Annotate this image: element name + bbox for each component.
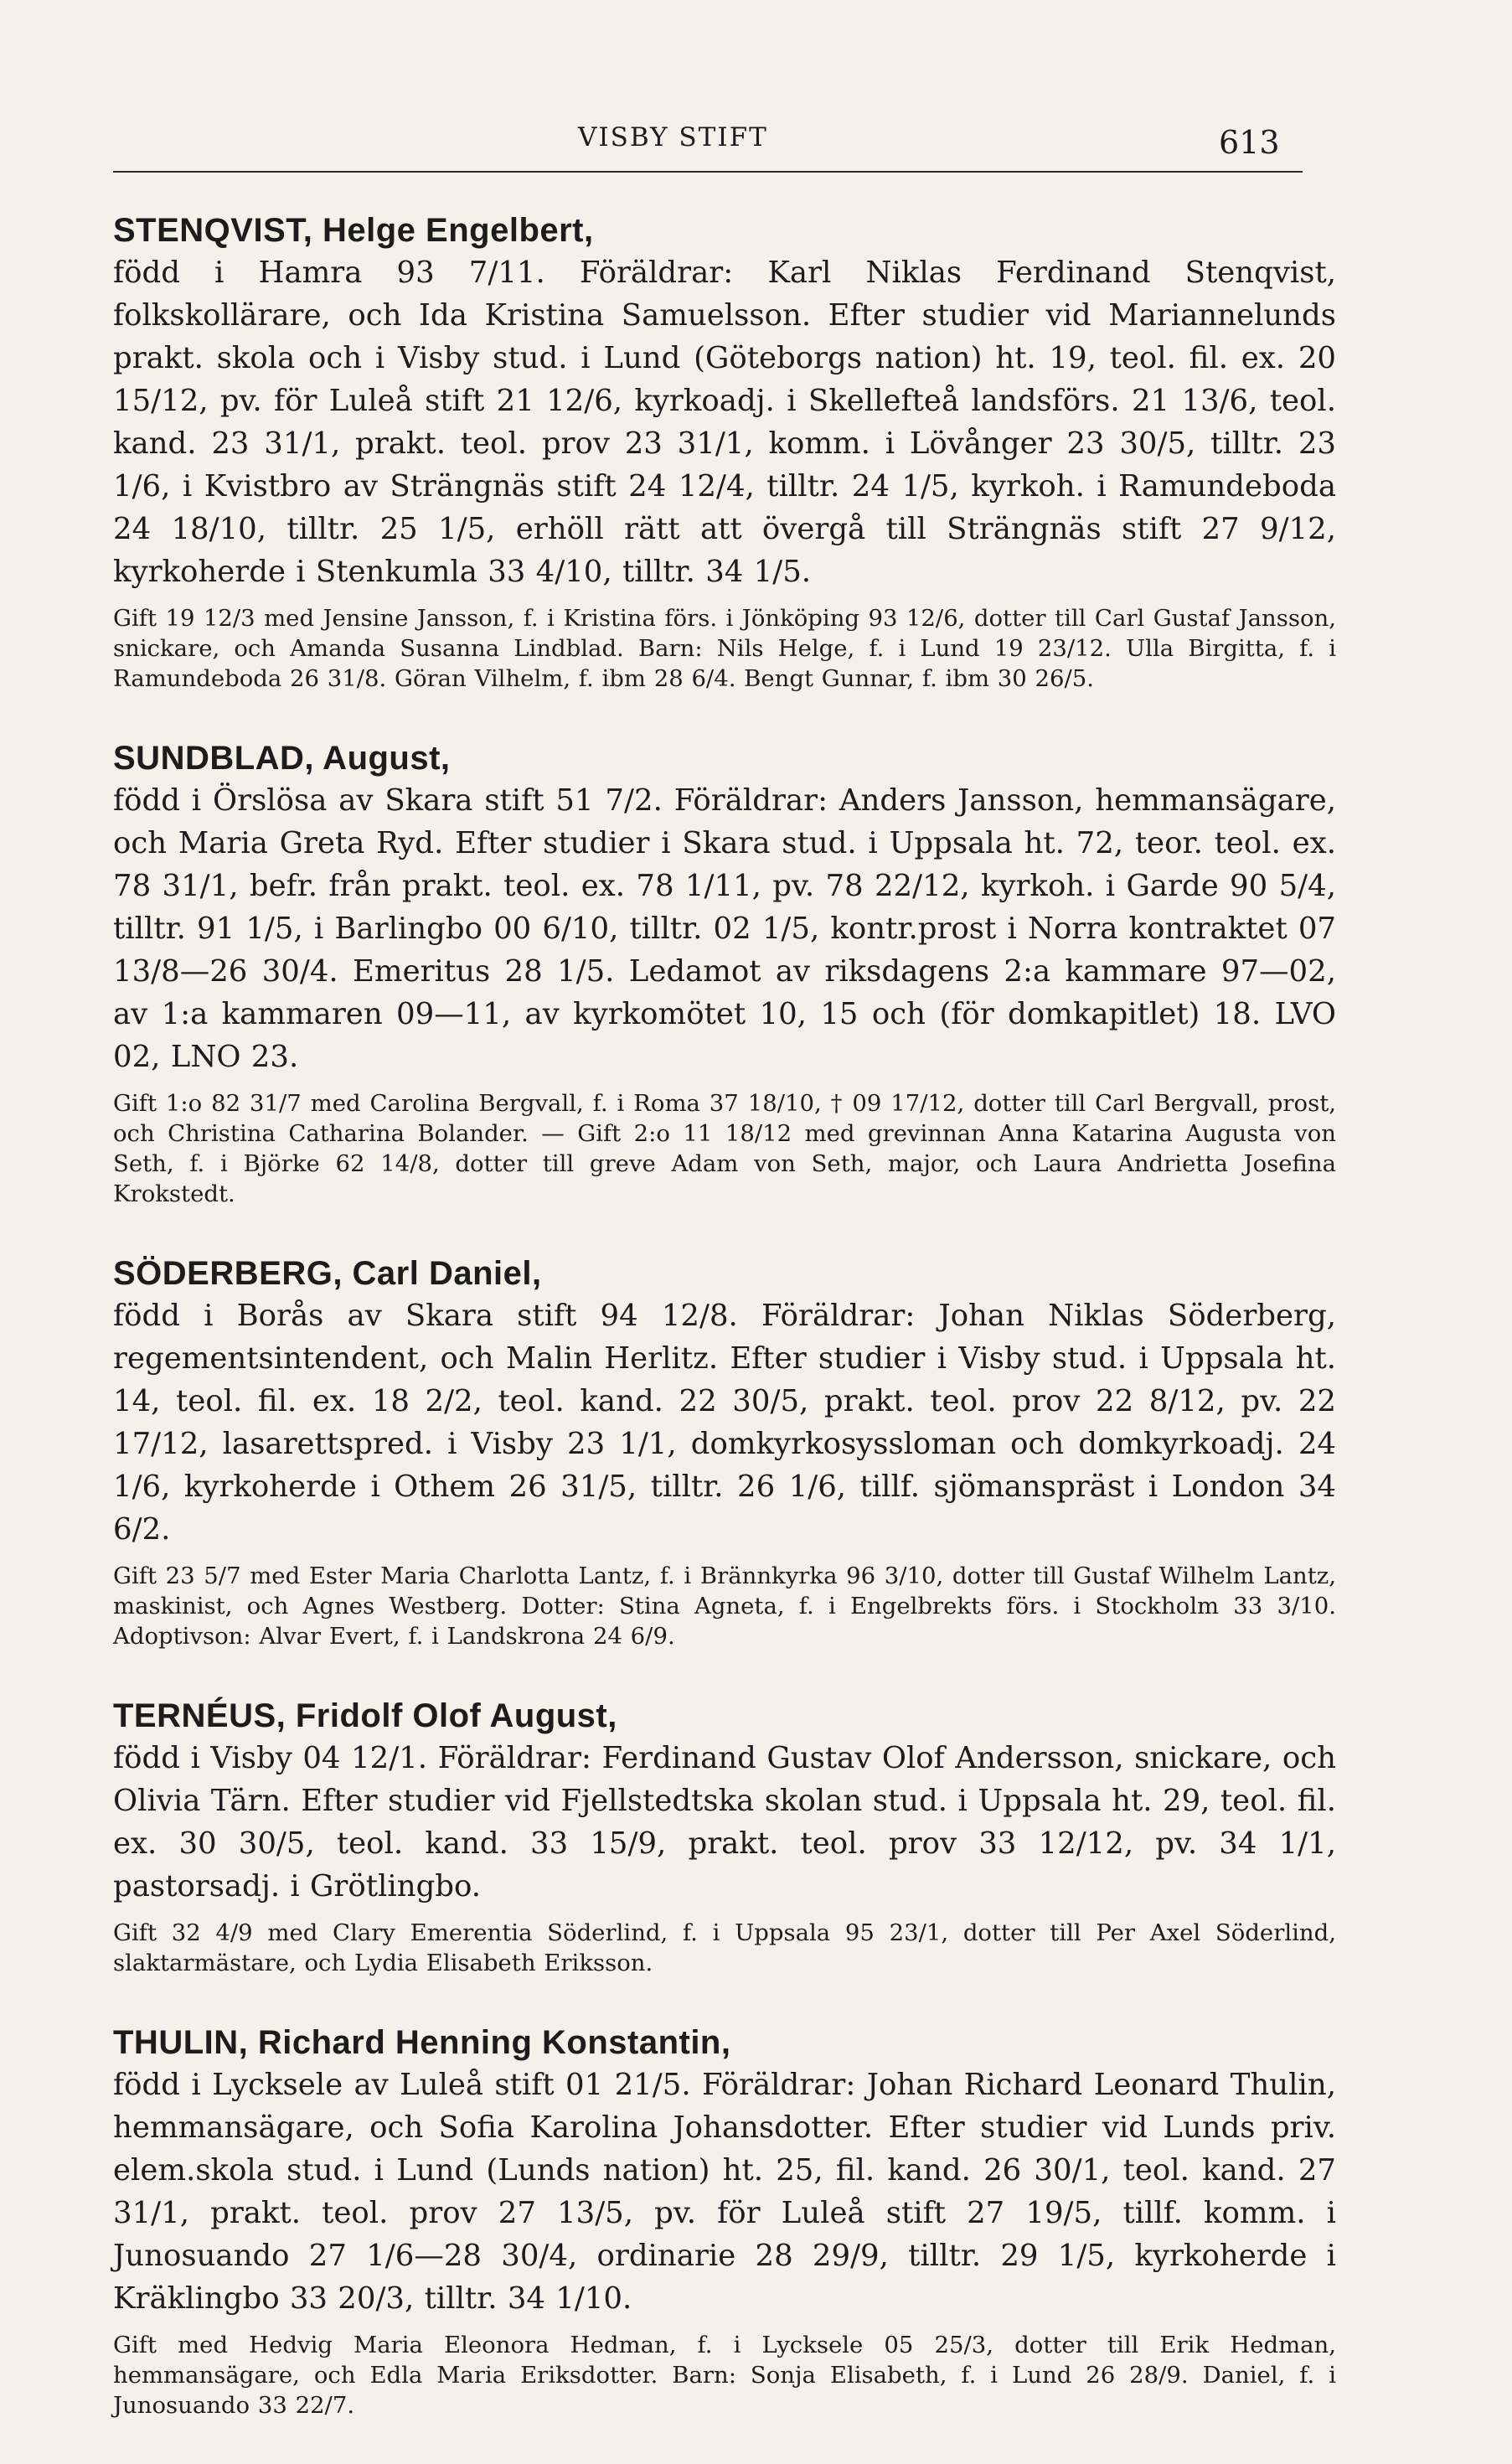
entry-family: Gift 1:o 82 31/7 med Carolina Bergvall, f. i Roma 37 18/10, † 09 17/12, dotter till Carl Bergvall, prost, och Christina Catharina Bolander. — Gift 2:o 11 18/12 med grevinnan Anna Katarina Augusta von Seth, f. i Björke 62 14/8, dotter till greve Adam von Seth, major, och Laura Andrietta Josefina Krokstedt.: [113, 1090, 1336, 1207]
header-rule: [113, 171, 1303, 173]
entry-biography: född i Örslösa av Skara stift 51 7/2. Föräldrar: Anders Jansson, hemmansägare, och Maria Greta Ryd. Efter studier i Skara stud. i Uppsala ht. 72, teor. teol. ex. 78 31/1, befr. från prakt. teol. ex. 78 1/11, pv. 78 22/12, kyrkoh. i Garde 90 5/4, tilltr. 91 1/5, i Barlingbo 00 6/10, tilltr. 02 1/5, kontr.prost i Norra kontraktet 07 13/8—26 30/4. Emeritus 28 1/5. Ledamot av riksdagens 2:a kammare 97—02, av 1:a kammaren 09—11, av kyrkomötet 10, 15 och (för domkapitlet) 18. LVO 02, LNO 23.: [113, 783, 1336, 1074]
entry-family: Gift 19 12/3 med Jensine Jansson, f. i Kristina förs. i Jönköping 93 12/6, dotter till Carl Gustaf Jansson, snickare, och Amanda Susanna Lindblad. Barn: Nils Helge, f. i Lund 19 23/12. Ulla Birgitta, f. i Ramundeboda 26 31/8. Göran Vilhelm, f. ibm 28 6/4. Bengt Gunnar, f. ibm 30 26/5.: [113, 605, 1336, 692]
entry-biography: född i Lycksele av Luleå stift 01 21/5. Föräldrar: Johan Richard Leonard Thulin, hemmansägare, och Sofia Karolina Johansdotter. Efter studier vid Lunds priv. elem.skola stud. i Lund (Lunds nation) ht. 25, fil. kand. 26 30/1, teol. kand. 27 31/1, prakt. teol. prov 27 13/5, pv. för Luleå stift 27 19/5, tillf. komm. i Junosuando 27 1/6—28 30/4, ordinarie 28 29/9, tilltr. 29 1/5, kyrkoherde i Kräklingbo 33 20/3, tilltr. 34 1/10.: [113, 2068, 1336, 2316]
entry-sundblad: [113, 737, 1336, 1209]
entry-family: Gift med Hedvig Maria Eleonora Hedman, f. i Lycksele 05 25/3, dotter till Erik Hedman, hemmansägare, och Edla Maria Eriksdotter. Barn: Sonja Elisabeth, f. i Lund 26 28/9. Daniel, f. i Junosuando 33 22/7.: [113, 2332, 1336, 2419]
entry-biography: född i Borås av Skara stift 94 12/8. Föräldrar: Johan Niklas Söderberg, regementsintendent, och Malin Herlitz. Efter studier i Visby stud. i Uppsala ht. 14, teol. fil. ex. 18 2/2, teol. kand. 22 30/5, prakt. teol. prov 22 8/12, pv. 22 17/12, lasarettspred. i Visby 23 1/1, domkyrkosyssloman och domkyrkoadj. 24 1/6, kyrkoherde i Othem 26 31/5, tilltr. 26 1/6, tillf. sjömanspräst i London 34 6/2.: [113, 1299, 1336, 1547]
entry-name: STENQVIST, Helge Engelbert,: [113, 212, 594, 249]
entry-thulin: [113, 2022, 1336, 2420]
entry-family: Gift 32 4/9 med Clary Emerentia Söderlind, f. i Uppsala 95 23/1, dotter till Per Axel Söderlind, slaktarmästare, och Lydia Elisabeth Eriksson.: [113, 1919, 1336, 1976]
entry-name: SÖDERBERG, Carl Daniel,: [113, 1255, 542, 1292]
running-header: VISBY STIFT: [578, 122, 768, 152]
entry-soderberg: [113, 1253, 1336, 1651]
entry-biography: född i Visby 04 12/1. Föräldrar: Ferdinand Gustav Olof Andersson, snickare, och Olivia Tärn. Efter studier vid Fjellstedtska skolan stud. i Uppsala ht. 29, teol. fil. ex. 30 30/5, teol. kand. 33 15/9, prakt. teol. prov 33 12/12, pv. 34 1/1, pastorsadj. i Grötlingbo.: [113, 1741, 1336, 1904]
entries-column: [113, 209, 1336, 2464]
entry-family: Gift 23 5/7 med Ester Maria Charlotta Lantz, f. i Brännkyrka 96 3/10, dotter till Gustaf Wilhelm Lantz, maskinist, och Agnes Westberg. Dotter: Stina Agneta, f. i Engelbrekts förs. i Stockholm 33 3/10. Adoptivson: Alvar Evert, f. i Landskrona 24 6/9.: [113, 1563, 1336, 1650]
entry-name: THULIN, Richard Henning Konstantin,: [113, 2024, 731, 2061]
entry-biography: född i Hamra 93 7/11. Föräldrar: Karl Niklas Ferdinand Stenqvist, folkskollärare, och Ida Kristina Samuelsson. Efter studier vid Mariannelunds prakt. skola och i Visby stud. i Lund (Göteborgs nation) ht. 19, teol. fil. ex. 20 15/12, pv. för Luleå stift 21 12/6, kyrkoadj. i Skellefteå landsförs. 21 13/6, teol. kand. 23 31/1, prakt. teol. prov 23 31/1, komm. i Lövånger 23 30/5, tilltr. 23 1/6, i Kvistbro av Strängnäs stift 24 12/4, tilltr. 24 1/5, kyrkoh. i Ramundeboda 24 18/10, tilltr. 25 1/5, erhöll rätt att övergå till Strängnäs stift 27 9/12, kyrkoherde i Stenkumla 33 4/10, tilltr. 34 1/5.: [113, 256, 1336, 589]
entry-name: SUNDBLAD, August,: [113, 740, 451, 777]
page-number: 613: [1219, 124, 1280, 161]
entry-stenqvist: [113, 209, 1336, 694]
entry-terneus: [113, 1695, 1336, 1978]
entry-name: TERNÉUS, Fridolf Olof August,: [113, 1697, 617, 1734]
